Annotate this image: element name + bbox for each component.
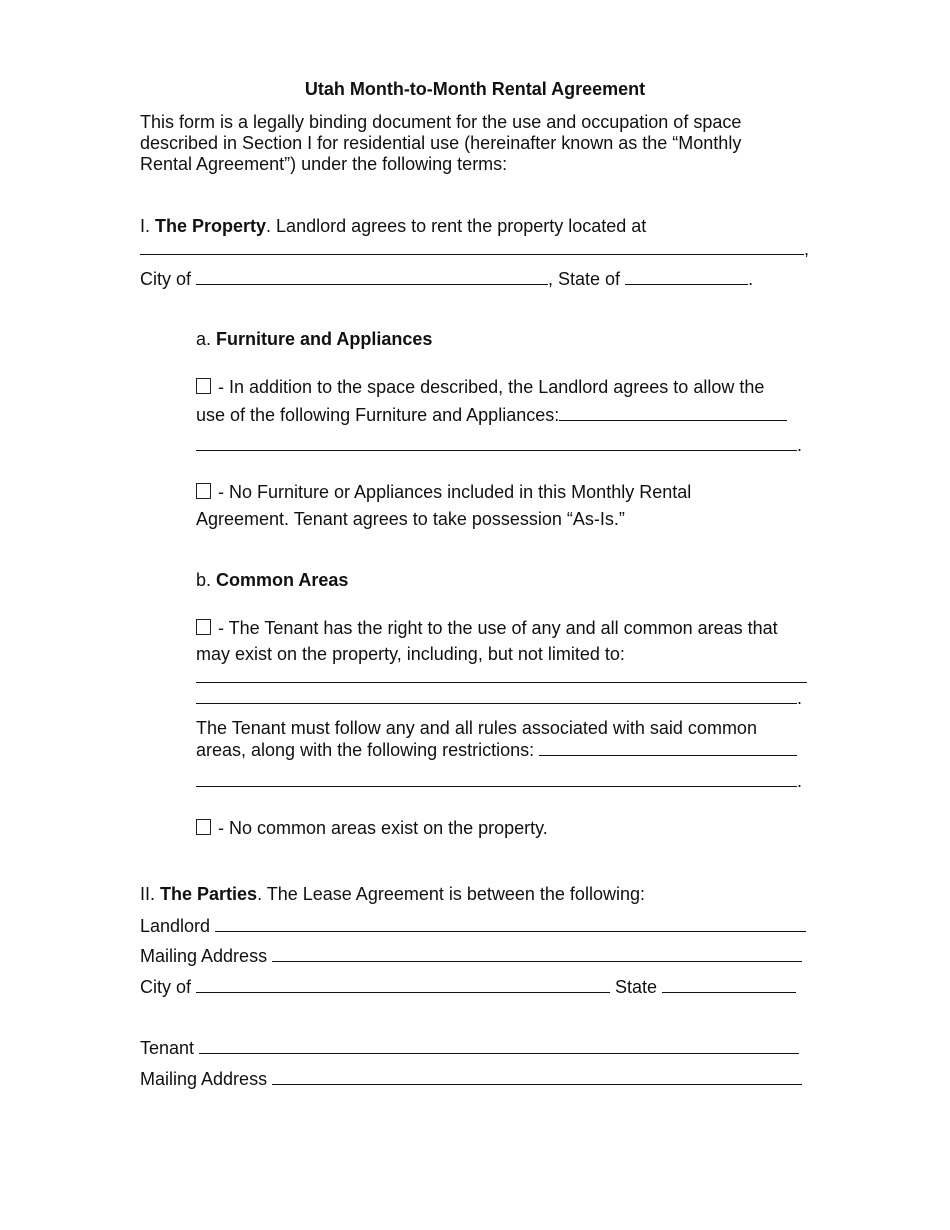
common-areas-heading: b. Common Areas	[196, 570, 349, 590]
section-2-title: The Parties	[160, 884, 258, 904]
furniture-included-checkbox[interactable]	[196, 378, 211, 394]
restrictions-field-2[interactable]	[196, 769, 797, 787]
tenant-name-field[interactable]	[199, 1036, 799, 1054]
tenant-mailing-field[interactable]	[272, 1067, 802, 1085]
furniture-heading: a. Furniture and Appliances	[196, 329, 433, 349]
common-areas-list-row-1	[196, 665, 807, 688]
no-common-areas-checkbox[interactable]	[196, 819, 211, 835]
furniture-none-line-2: Agreement. Tenant agrees to take possession “As-Is.”	[196, 509, 625, 529]
common-areas-list-field[interactable]	[196, 665, 807, 683]
common-areas-checkbox[interactable]	[196, 619, 211, 635]
intro-line-1: This form is a legally binding document for the use and occupation of space	[140, 112, 742, 132]
landlord-state-field[interactable]	[662, 975, 796, 993]
property-city-field[interactable]	[196, 267, 548, 285]
common-option-right: - The Tenant has the right to the use of any and all common areas that	[196, 617, 778, 639]
intro-line-2: described in Section I for residential use (hereinafter known as the “Monthly	[140, 133, 742, 153]
intro-line-3: Rental Agreement”) under the following terms:	[140, 154, 508, 174]
furniture-option-included: - In addition to the space described, the Landlord agrees to allow the	[196, 376, 764, 398]
landlord-city-row: City of State	[140, 975, 796, 998]
furniture-option-none: - No Furniture or Appliances included in this Monthly Rental	[196, 481, 691, 503]
tenant-mailing-row: Mailing Address	[140, 1067, 802, 1090]
landlord-name-field[interactable]	[215, 914, 806, 932]
furniture-list-field-2[interactable]	[196, 433, 797, 451]
furniture-list-row: use of the following Furniture and Appliances:	[196, 403, 787, 426]
property-state-field[interactable]	[625, 267, 748, 285]
section-1-heading: I. The Property. Landlord agrees to rent the property located at	[140, 216, 647, 236]
common-option-line-2: may exist on the property, including, but not limited to:	[196, 644, 625, 664]
common-areas-list-row-2: .	[196, 686, 802, 709]
furniture-none-checkbox[interactable]	[196, 483, 211, 499]
furniture-list-row-2: .	[196, 433, 802, 456]
landlord-row: Landlord	[140, 914, 806, 937]
common-option-none: - No common areas exist on the property.	[196, 817, 548, 839]
property-address-field[interactable]	[140, 237, 804, 255]
section-2-heading: II. The Parties. The Lease Agreement is between the following:	[140, 884, 645, 904]
common-areas-list-field-2[interactable]	[196, 686, 797, 704]
common-rules-row: areas, along with the following restrictions:	[196, 738, 797, 761]
landlord-mailing-field[interactable]	[272, 944, 802, 962]
common-rules-line-1: The Tenant must follow any and all rules associated with said common	[196, 718, 757, 738]
restrictions-field[interactable]	[539, 738, 797, 756]
furniture-list-field[interactable]	[559, 403, 787, 421]
landlord-mailing-row: Mailing Address	[140, 944, 802, 967]
property-city-row: City of , State of .	[140, 269, 754, 289]
document-title: Utah Month-to-Month Rental Agreement	[304, 79, 646, 99]
section-1-title: The Property	[155, 216, 267, 236]
tenant-row: Tenant	[140, 1036, 799, 1059]
restrictions-row-2: .	[196, 769, 802, 792]
property-address-row: ,	[140, 237, 809, 260]
landlord-city-field[interactable]	[196, 975, 610, 993]
